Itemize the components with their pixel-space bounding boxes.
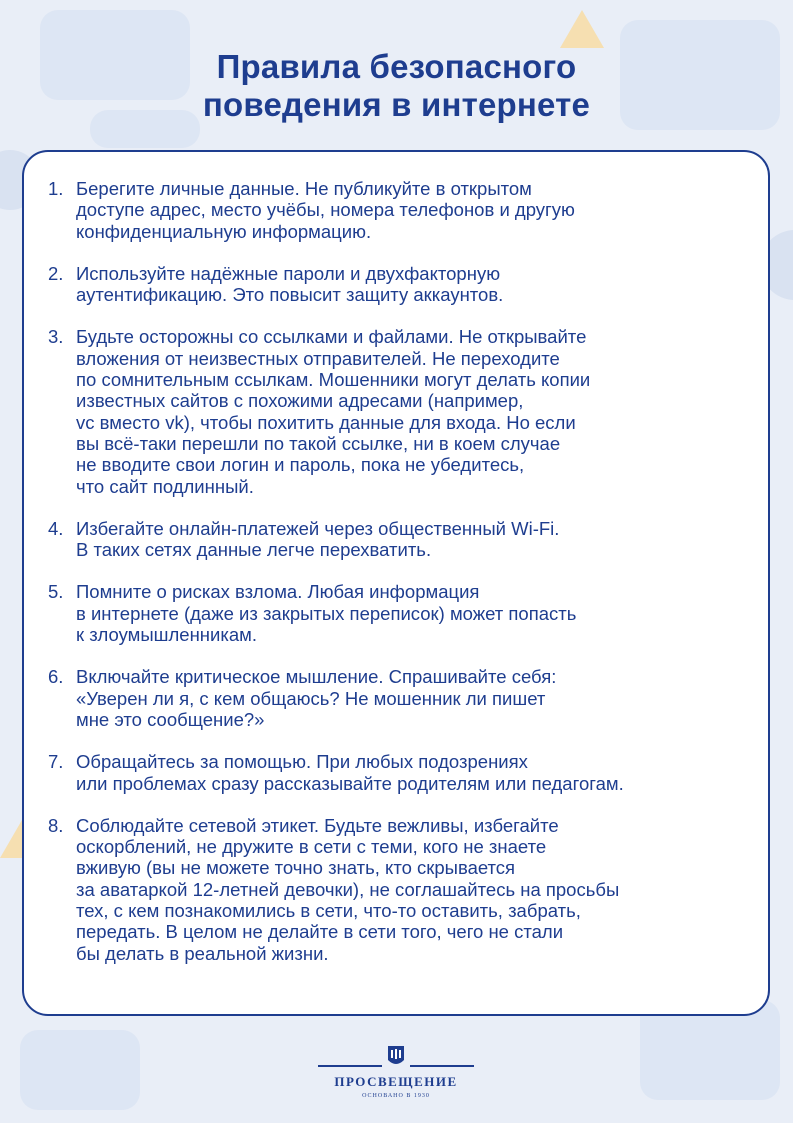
logo-line-left [318, 1065, 382, 1067]
rule-text [76, 666, 758, 730]
rule-item [48, 178, 758, 242]
rule-text [76, 178, 758, 242]
rule-item [48, 326, 758, 496]
rule-number: 6. [48, 666, 64, 688]
rule-text-line: известных сайтов с похожими адресами (например, [76, 390, 524, 412]
rule-text [76, 326, 758, 496]
rule-text-line: Соблюдайте сетевой этикет. Будьте вежливы, избегайте [76, 814, 559, 836]
rule-text-line: Избегайте онлайн-платежей через общественный Wi-Fi. [76, 517, 560, 539]
rule-text-line: Используйте надёжные пароли и двухфакторную [76, 262, 501, 284]
rule-text-line: Обращайтесь за помощью. При любых подозрениях [76, 751, 528, 773]
rule-text-line: тех, с кем познакомились в сети, что-то оставить, забрать, [76, 900, 581, 922]
rule-text [76, 815, 758, 964]
rule-text-line: вложения от неизвестных отправителей. Не переходите [76, 347, 560, 369]
rule-number: 2. [48, 262, 64, 284]
rule-text-line: в интернете (даже из закрытых переписок) может попасть [76, 602, 577, 624]
rule-text-line: vc вместо vk), чтобы похитить данные для входа. Но если [76, 411, 576, 433]
rule-item [48, 518, 758, 561]
rule-text-line: бы делать в реальной жизни. [76, 942, 329, 964]
rule-text-line: мне это сообщение?» [76, 708, 265, 730]
rule-number: 1. [48, 178, 64, 199]
rule-text-line: доступе адрес, место учёбы, номера телефонов и другую [76, 199, 575, 221]
page-title [0, 48, 793, 124]
logo-since: ОСНОВАНО В 1930 [362, 1093, 430, 1099]
rule-text-line: или проблемах сразу рассказывайте родителям или педагогам. [76, 772, 624, 794]
rule-item [48, 666, 758, 730]
warning-icon [560, 10, 604, 48]
book-emblem-icon [386, 1044, 406, 1068]
rule-text-line: по сомнительным ссылкам. Мошенники могут делать копии [76, 369, 591, 391]
rule-text-line: что сайт подлинный. [76, 475, 254, 497]
rule-text-line: «Уверен ли я, с кем общаюсь? Не мошенник ли пишет [76, 687, 546, 709]
rules-list [24, 152, 768, 964]
rule-text-line: Берегите личные данные. Не публикуйте в открытом [76, 178, 532, 199]
rule-number: 5. [48, 581, 64, 603]
rule-text-line: за аватаркой 12-летней девочки), не соглашайтесь на просьбы [76, 878, 620, 900]
rule-item [48, 751, 758, 794]
rule-text-line: В таких сетях данные легче перехватить. [76, 539, 432, 561]
rule-text-line: аутентификацию. Это повысит защиту аккаунтов. [76, 284, 504, 306]
rule-text [76, 581, 758, 645]
rule-text-line: Будьте осторожны со ссылками и файлами. Не открывайте [76, 326, 587, 348]
rule-text [76, 263, 758, 306]
rule-item [48, 581, 758, 645]
logo-name: ПРОСВЕЩЕНИЕ [334, 1074, 458, 1089]
page-title-line: Правила безопасного [216, 48, 577, 85]
rule-number: 3. [48, 326, 64, 348]
prosveshchenie-logo [318, 1040, 474, 1100]
rule-item [48, 815, 758, 964]
rules-card [22, 150, 770, 1016]
rule-text-line: вы всё-таки перешли по такой ссылке, ни в коем случае [76, 432, 561, 454]
page-title-line: поведения в интернете [202, 86, 591, 123]
rule-number: 4. [48, 517, 64, 539]
rule-number: 7. [48, 751, 64, 773]
rule-text-line: Помните о рисках взлома. Любая информация [76, 581, 480, 603]
rule-number: 8. [48, 814, 64, 836]
rule-text-line: вживую (вы не можете точно знать, кто скрывается [76, 857, 516, 879]
rule-text-line: передать. В целом не делайте в сети того, чего не стали [76, 921, 564, 943]
logo-line-right [410, 1065, 474, 1067]
rule-text-line: не вводите свои логин и пароль, пока не убедитесь, [76, 454, 525, 476]
rule-text [76, 518, 758, 561]
rule-text-line: конфиденциальную информацию. [76, 220, 372, 242]
rule-text [76, 751, 758, 794]
background-card-shape [20, 1030, 140, 1110]
rule-text-line: оскорблений, не дружите в сети с теми, кого не знаете [76, 836, 547, 858]
rule-text-line: к злоумышленникам. [76, 624, 257, 646]
rule-item [48, 263, 758, 306]
rule-text-line: Включайте критическое мышление. Спрашивайте себя: [76, 666, 557, 688]
